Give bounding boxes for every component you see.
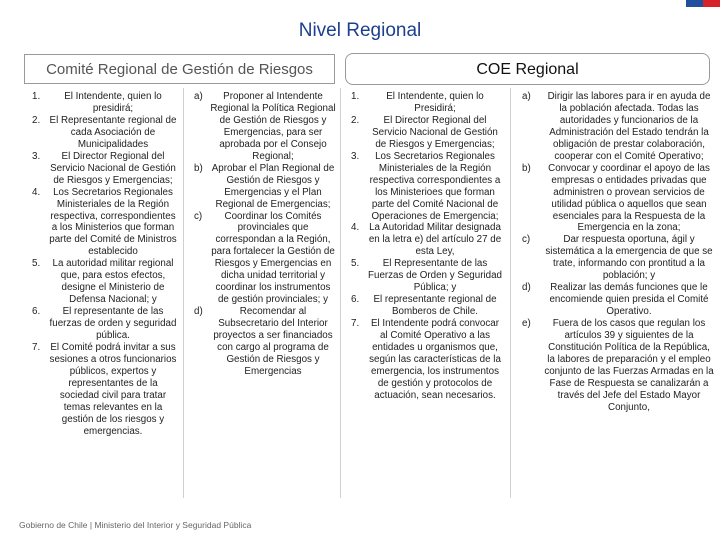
list-item: 1. El Intendente, quien lo presidirá; [32, 91, 162, 114]
list-item: 2. El Representante regional de cada Asociación de Municipalidades [32, 114, 177, 150]
comite-members-list [28, 91, 178, 438]
list-item: c) Coordinar los Comités provinciales que correspondan a la Región, para fortalecer la Gestión de Riesgos y Emergencias en dicha unidad territorial y coordinar los instrumentos de gestión provinciales; y [194, 210, 335, 306]
coe-regional-header-label: COE Regional [476, 61, 579, 78]
flag-red-stripe [703, 0, 720, 7]
coe-regional-header [345, 53, 710, 85]
list-item: 4. Los Secretarios Regionales Ministeriales de la Región respectiva, correspondientes a los Ministerios que forman parte del Comité de Ministros establecido [32, 186, 177, 258]
list-item: c) Dar respuesta oportuna, ágil y sistemática a la emergencia de que se trate, informando con prontitud a la población; y [522, 234, 713, 282]
list-item: a) Dirigir las labores para ir en ayuda de la población afectada. Todas las autoridades y funcionarios de la Administración del Estado tendrán la obligación de prestar colaboración, cooperar con el Comité Operativo; [522, 91, 711, 162]
list-item: 7. El Comité podrá invitar a sus sesiones a otros funcionarios públicos, expertos y representantes de la sociedad civil para tratar temas relevantes en la gestión de los riesgos y emergencias. [32, 342, 177, 437]
list-item: 3. El Director Regional del Servicio Nacional de Gestión de Riesgos y Emergencias; [32, 150, 176, 186]
column-divider [183, 88, 184, 498]
list-item: 6. El representante regional de Bomberos de Chile. [351, 294, 497, 318]
list-item: 4. La Autoridad Militar designada en la letra e) del artículo 27 de esta Ley, [351, 222, 502, 258]
list-item: 1. El Intendente, quien lo Presidirá; [351, 91, 484, 114]
comite-regional-header [24, 54, 335, 84]
column-divider [340, 88, 341, 498]
list-item: d) Recomendar al Subsecretario del Interior proyectos a ser financiados con cargo al programa de Gestión de Riesgos y Emergencias [194, 306, 333, 377]
comite-functions-list [190, 91, 336, 378]
list-item: 5. El Representante de las Fuerzas de Orden y Seguridad Pública; y [351, 258, 502, 294]
list-item: b) Convocar y coordinar el apoyo de las empresas o entidades privadas que administren o provean servicios de utilidad pública o aquellos que sean esenciales para la Respuesta de la Emergencia en la zona; [522, 162, 710, 234]
list-item: b) Aprobar el Plan Regional de Gestión de Riesgos y Emergencias y el Plan Regional de Emergencias; [194, 162, 335, 210]
page-title: Nivel Regional [298, 20, 422, 41]
list-item: e) Fuera de los casos que regulan los artículos 39 y siguientes de la Constitución Política de la República, la labores de preparación y el empleo conjunto de las Fuerzas Armadas en la Fase de Respuesta se canalizarán a través del Jefe del Estado Mayor Conjunto, [522, 318, 714, 413]
coe-functions-list [518, 91, 714, 414]
list-item: 3. Los Secretarios Regionales Ministeriales de la Región respectiva correspondientes a los Ministerioes que forman parte del Comité Nacional de Operaciones de Emergencia; [351, 150, 501, 222]
list-item: 7. El Intendente podrá convocar al Comité Operativo a las entidades u organismos que, según las características de la emergencia, los instrumentos de gestión y protocolos de actuación, sean necesarios. [351, 318, 501, 401]
footer-text: Gobierno de Chile | Ministerio del Interior y Seguridad Pública [19, 520, 252, 530]
flag-blue-stripe [686, 0, 703, 7]
coe-members-list [347, 91, 503, 402]
column-divider [510, 88, 511, 498]
list-item: 5. La autoridad militar regional que, para estos efectos, designe el Ministerio de Defensa Nacional; y [32, 258, 174, 306]
list-item: a) Proponer al Intendente Regional la Política Regional de Gestión de Riesgos y Emergencias, para ser aprobada por el Consejo Regional; [194, 91, 336, 162]
comite-regional-header-label: Comité Regional de Gestión de Riesgos [46, 61, 313, 78]
list-item: 2. El Director Regional del Servicio Nacional de Gestión de Riesgos y Emergencias; [351, 114, 498, 150]
list-item: d) Realizar las demás funciones que le encomiende quien presida el Comité Operativo. [522, 282, 709, 318]
list-item: 6. El representante de las fuerzas de orden y seguridad pública. [32, 306, 177, 342]
